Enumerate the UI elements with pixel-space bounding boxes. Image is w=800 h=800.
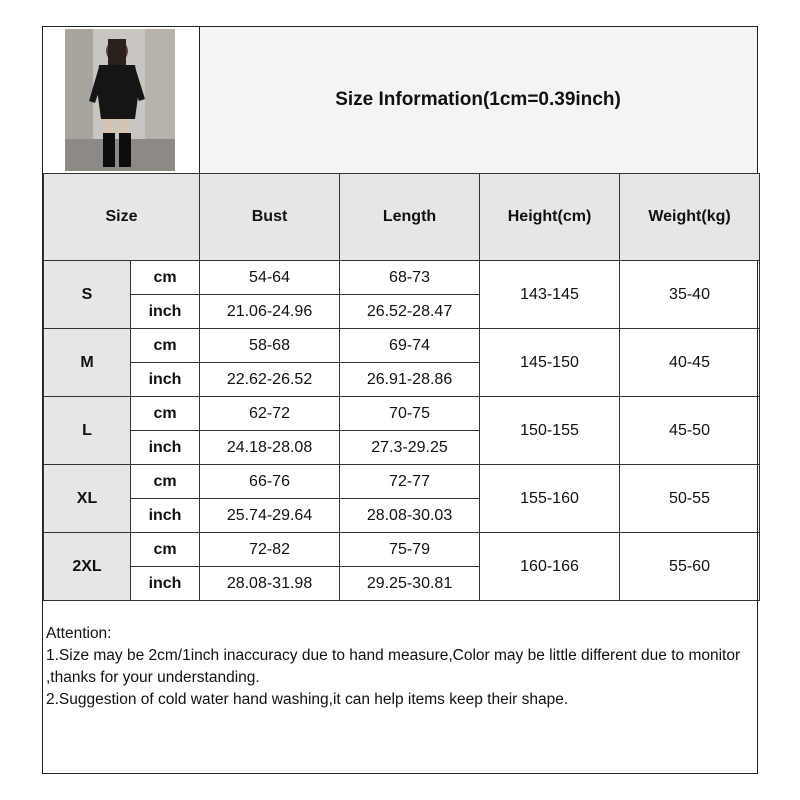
header-length: Length: [340, 174, 480, 261]
size-label: L: [44, 397, 131, 465]
table-row: [44, 397, 760, 431]
table-row: [44, 465, 760, 499]
bust-inch: 25.74-29.64: [200, 499, 340, 533]
table-row: [44, 261, 760, 295]
height-value: 150-155: [480, 397, 620, 465]
attention-note-1: 1.Size may be 2cm/1inch inaccuracy due to hand measure,Color may be little different due to monitor ,thanks for your understanding.: [46, 647, 741, 686]
weight-value: 50-55: [620, 465, 760, 533]
product-photo: [65, 29, 175, 171]
header-height: Height(cm): [480, 174, 620, 261]
length-cm: 70-75: [340, 397, 480, 431]
unit-cm: cm: [131, 465, 200, 499]
length-cm: 69-74: [340, 329, 480, 363]
table-row: [44, 329, 760, 363]
length-inch: 29.25-30.81: [340, 567, 480, 601]
chart-title: Size Information(1cm=0.39inch): [335, 89, 621, 110]
weight-value: 40-45: [620, 329, 760, 397]
bust-inch: 24.18-28.08: [200, 431, 340, 465]
height-value: 145-150: [480, 329, 620, 397]
bust-inch: 28.08-31.98: [200, 567, 340, 601]
length-inch: 27.3-29.25: [340, 431, 480, 465]
chart-header: [43, 27, 757, 174]
unit-inch: inch: [131, 499, 200, 533]
size-label: 2XL: [44, 533, 131, 601]
size-label: XL: [44, 465, 131, 533]
weight-value: 35-40: [620, 261, 760, 329]
size-table: [43, 173, 760, 601]
length-inch: 26.52-28.47: [340, 295, 480, 329]
bust-inch: 22.62-26.52: [200, 363, 340, 397]
product-photo-cell: [43, 27, 200, 173]
bust-cm: 72-82: [200, 533, 340, 567]
length-cm: 75-79: [340, 533, 480, 567]
attention-note-2: 2.Suggestion of cold water hand washing,it can help items keep their shape.: [46, 691, 569, 708]
unit-inch: inch: [131, 363, 200, 397]
height-value: 143-145: [480, 261, 620, 329]
bust-cm: 62-72: [200, 397, 340, 431]
attention-notes: [43, 621, 757, 713]
bust-inch: 21.06-24.96: [200, 295, 340, 329]
weight-value: 45-50: [620, 397, 760, 465]
height-value: 160-166: [480, 533, 620, 601]
length-inch: 28.08-30.03: [340, 499, 480, 533]
length-inch: 26.91-28.86: [340, 363, 480, 397]
size-chart-sheet: [42, 26, 758, 774]
length-cm: 68-73: [340, 261, 480, 295]
unit-cm: cm: [131, 397, 200, 431]
unit-cm: cm: [131, 261, 200, 295]
unit-inch: inch: [131, 567, 200, 601]
height-value: 155-160: [480, 465, 620, 533]
attention-heading: Attention:: [46, 625, 112, 642]
weight-value: 55-60: [620, 533, 760, 601]
table-header-row: [44, 174, 760, 261]
unit-cm: cm: [131, 533, 200, 567]
unit-inch: inch: [131, 431, 200, 465]
header-size: Size: [44, 174, 200, 261]
unit-cm: cm: [131, 329, 200, 363]
size-label: S: [44, 261, 131, 329]
unit-inch: inch: [131, 295, 200, 329]
header-bust: Bust: [200, 174, 340, 261]
bust-cm: 66-76: [200, 465, 340, 499]
length-cm: 72-77: [340, 465, 480, 499]
header-weight: Weight(kg): [620, 174, 760, 261]
size-label: M: [44, 329, 131, 397]
bust-cm: 54-64: [200, 261, 340, 295]
table-row: [44, 533, 760, 567]
bust-cm: 58-68: [200, 329, 340, 363]
